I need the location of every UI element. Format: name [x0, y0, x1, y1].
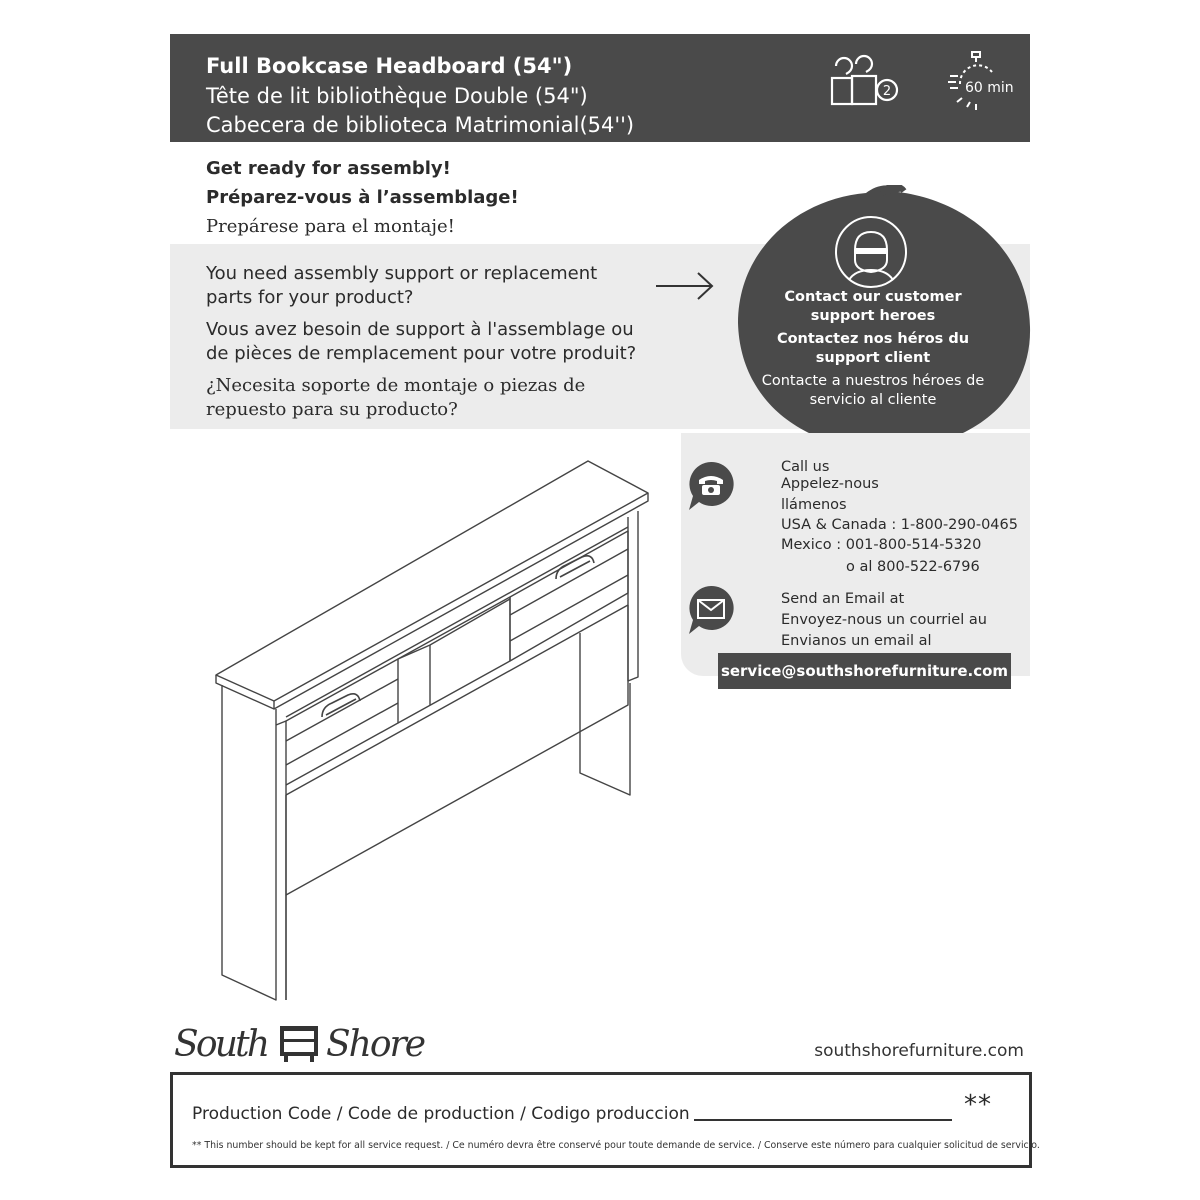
email-address-link[interactable]: service@southshorefurniture.com — [718, 653, 1011, 689]
ready-block — [206, 154, 519, 241]
email-es: Envianos un email al — [781, 633, 932, 649]
production-code-stars: ** — [964, 1090, 992, 1120]
time-label: 60 min — [965, 80, 1014, 96]
people-count: 2 — [882, 84, 892, 99]
call-block — [781, 457, 1018, 577]
title-fr: Tête de lit bibliothèque Double (54") — [206, 84, 588, 108]
production-code-field[interactable] — [694, 1119, 952, 1121]
phone-mexico-alt[interactable]: o al 800-522-6796 — [846, 559, 980, 575]
headboard-illustration — [210, 455, 660, 1005]
heroes-text — [750, 288, 996, 414]
hero-mask-icon — [833, 214, 909, 290]
header-band — [170, 34, 1030, 142]
call-es: llámenos — [781, 497, 847, 513]
support-en: You need assembly support or replacement parts for your product? — [206, 263, 598, 308]
svg-text:Shore: Shore — [326, 1024, 426, 1065]
arrow-right-icon — [654, 270, 716, 302]
website-link[interactable]: southshorefurniture.com — [814, 1041, 1024, 1061]
nightstand-logo-icon — [280, 1026, 318, 1062]
production-code-label: Production Code / Code de production / Codigo produccion — [192, 1104, 690, 1124]
support-fr: Vous avez besoin de support à l'assemblage ou de pièces de remplacement pour votre produit? — [206, 319, 637, 364]
phone-icon — [686, 460, 736, 512]
ready-en: Get ready for assembly! — [206, 158, 451, 179]
title-en: Full Bookcase Headboard (54") — [206, 54, 573, 78]
ready-fr: Préparez-vous à l’assemblage! — [206, 187, 519, 208]
svg-text:South: South — [174, 1024, 270, 1065]
heroes-en: Contact our customer support heroes — [784, 289, 962, 324]
call-en: Call us — [781, 459, 830, 475]
call-fr: Appelez-nous — [781, 476, 879, 492]
south-shore-logo — [172, 1018, 432, 1068]
support-question — [206, 262, 646, 430]
production-code-note: ** This number should be kept for all service request. / Ce numéro devra être conservé pour toute demande de service. / Conserve este número para cualquier solicitud de servicio. — [192, 1140, 1040, 1151]
phone-mexico[interactable]: Mexico : 001-800-514-5320 — [781, 537, 982, 553]
phone-usa[interactable]: USA & Canada : 1-800-290-0465 — [781, 517, 1018, 533]
heroes-fr: Contactez nos héros du support client — [776, 331, 970, 366]
south-shore-logo-image — [172, 1018, 432, 1068]
email-en: Send an Email at — [781, 591, 905, 607]
email-block — [781, 589, 987, 652]
stopwatch-icon — [946, 50, 1018, 116]
support-es: ¿Necesita soporte de montaje o piezas de repuesto para su producto? — [206, 375, 586, 420]
ready-es: Prepárese para el montaje! — [206, 216, 455, 237]
title-es: Cabecera de biblioteca Matrimonial(54'') — [206, 113, 635, 137]
email-fr: Envoyez-nous un courriel au — [781, 612, 987, 628]
heroes-es: Contacte a nuestros héroes de servicio al cliente — [761, 373, 985, 408]
people-icon — [828, 52, 904, 110]
envelope-icon — [686, 584, 736, 636]
